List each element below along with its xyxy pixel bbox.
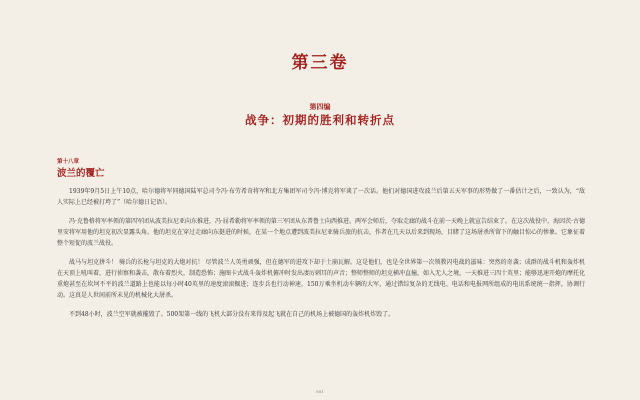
volume-title: 第三卷 [291, 53, 349, 73]
paragraph: 不到48小时，波兰空军就被摧毁了。500架第一线的飞机大部分没有来得及起飞就在自己的机场上被德国的轰炸机炸毁了。 [69, 311, 395, 318]
chapter-label: 第十八章 [57, 159, 80, 165]
paragraph: 1939年9月5日上午10点，哈尔德将军同德国陆军总司令冯·布劳希奇将军和北方集团军司令冯·博克将军谈了一次话。他们对德国进攻波兰后第五天军事的形势做了一番估计之后，一致认为，“敌人实际上已经被打垮了”（哈尔德日记语）。 [57, 188, 585, 206]
part-label: 第四编 [309, 102, 331, 111]
part-title: 战争：初期的胜利和转折点 [245, 113, 395, 127]
page-number: 881 [316, 389, 324, 394]
body-text [57, 186, 585, 328]
paragraph: 战马与坦克拼斗！ 骑兵的长枪与坦克的大炮对抗！ 尽管波兰人英勇顽强，但在德军的进攻下却于土崩瓦解。这是他们，也是全世界第一次领教闪电战的滋味：突然的奇袭；成群的战斗机和轰炸机在天顶上吼叫着，进行侦察和袭击，散布着烈火，制造恐怖；施图卡式战斗轰炸机俯冲时发出凄厉刺耳的声音；整师整师的坦克横冲直撞，如入无人之境，一天推进三四十英里；能够迅速开炮的摩托化重炮甚至在坎坷不平的波兰道路上也能以每小时40英里的速度滚滚掘进；连步兵也行动神速，150万乘坐机动车辆的大军，通过错综复杂的无线电、电话和电报网所组成的电讯系统统一指挥，协调行动。这真是人世间前所未见的机械化大屠杀。 [57, 259, 586, 299]
chapter-title: 波兰的覆亡 [57, 168, 105, 179]
paragraph: 冯·克鲁格将军率领的第四军团从波美拉尼亚向东推进，冯·屈希勒将军率领的第三军团从东普鲁士向西推进。两军会师后，夺取走廊的战斗在前一天晚上就宣告结束了。在这次战役中，海因茨·古德里安将军用他的坦克初次显露头角。他的坦克在穿过走廊向东挺进的时候，在某一个地点遭到波美拉尼亚骑兵旅的抗击，作者在几天以后来到现场，目睹了这场屠杀所留下的触目惊心的惨象。它象征着整个短促的波兰战役。 [57, 218, 586, 247]
